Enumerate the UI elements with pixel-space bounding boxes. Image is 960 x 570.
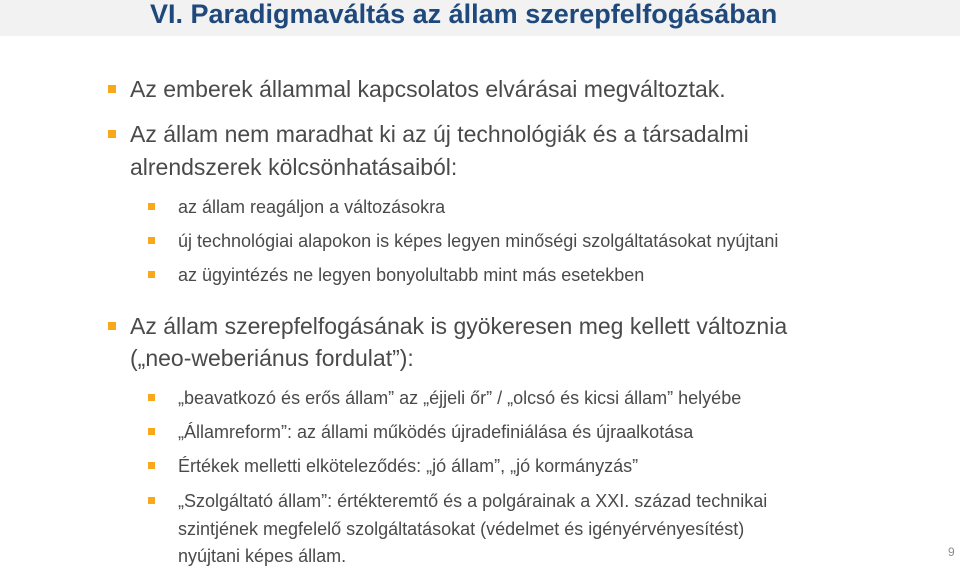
sub-bullet-marker (148, 394, 155, 401)
bullet-marker (108, 130, 116, 138)
sub-bullet-text: az ügyintézés ne legyen bonyolultabb mint más esetekben (178, 265, 645, 285)
sub-bullet-text: „Szolgáltató állam”: értékteremtő és a polgárainak a XXI. század technikai (178, 491, 768, 511)
sub-bullet-marker (148, 428, 155, 435)
bullet-text: Az állam szerepfelfogásának is gyökeresen meg kellett változnia (130, 313, 788, 339)
sub-bullet-text: „beavatkozó és erős állam” az „éjjeli őr” / „olcsó és kicsi állam” helyébe (178, 388, 742, 408)
sub-bullet-marker (148, 462, 155, 469)
sub-bullet-text: nyújtani képes állam. (178, 546, 347, 566)
bullet-text: („neo-weberiánus fordulat”): (130, 345, 414, 371)
sub-bullet-marker (148, 271, 155, 278)
sub-bullet-marker (148, 237, 155, 244)
bullet-text: alrendszerek kölcsönhatásaiból: (130, 154, 458, 180)
sub-bullet-text: szintjének megfelelő szolgáltatásokat (védelmet és igényérvényesítést) (178, 519, 745, 539)
sub-bullet-text: új technológiai alapokon is képes legyen minőségi szolgáltatásokat nyújtani (178, 231, 779, 251)
slide-title: VI. Paradigmaváltás az állam szerepfelfogásában (150, 0, 778, 29)
bullet-marker (108, 322, 116, 330)
sub-bullet-text: Értékek melletti elköteleződés: „jó állam”, „jó kormányzás” (178, 456, 639, 476)
bullet-text: Az állam nem maradhat ki az új technológiák és a társadalmi (130, 121, 749, 147)
sub-bullet-text: „Államreform”: az állami működés újradefiniálása és újraalkotása (178, 422, 694, 442)
sub-bullet-marker (148, 203, 155, 210)
bullet-marker (108, 85, 116, 93)
page-number: 9 (948, 545, 955, 559)
bullet-text: Az emberek állammal kapcsolatos elvárásai megváltoztak. (130, 76, 726, 102)
sub-bullet-text: az állam reagáljon a változásokra (178, 197, 446, 217)
sub-bullet-marker (148, 497, 155, 504)
